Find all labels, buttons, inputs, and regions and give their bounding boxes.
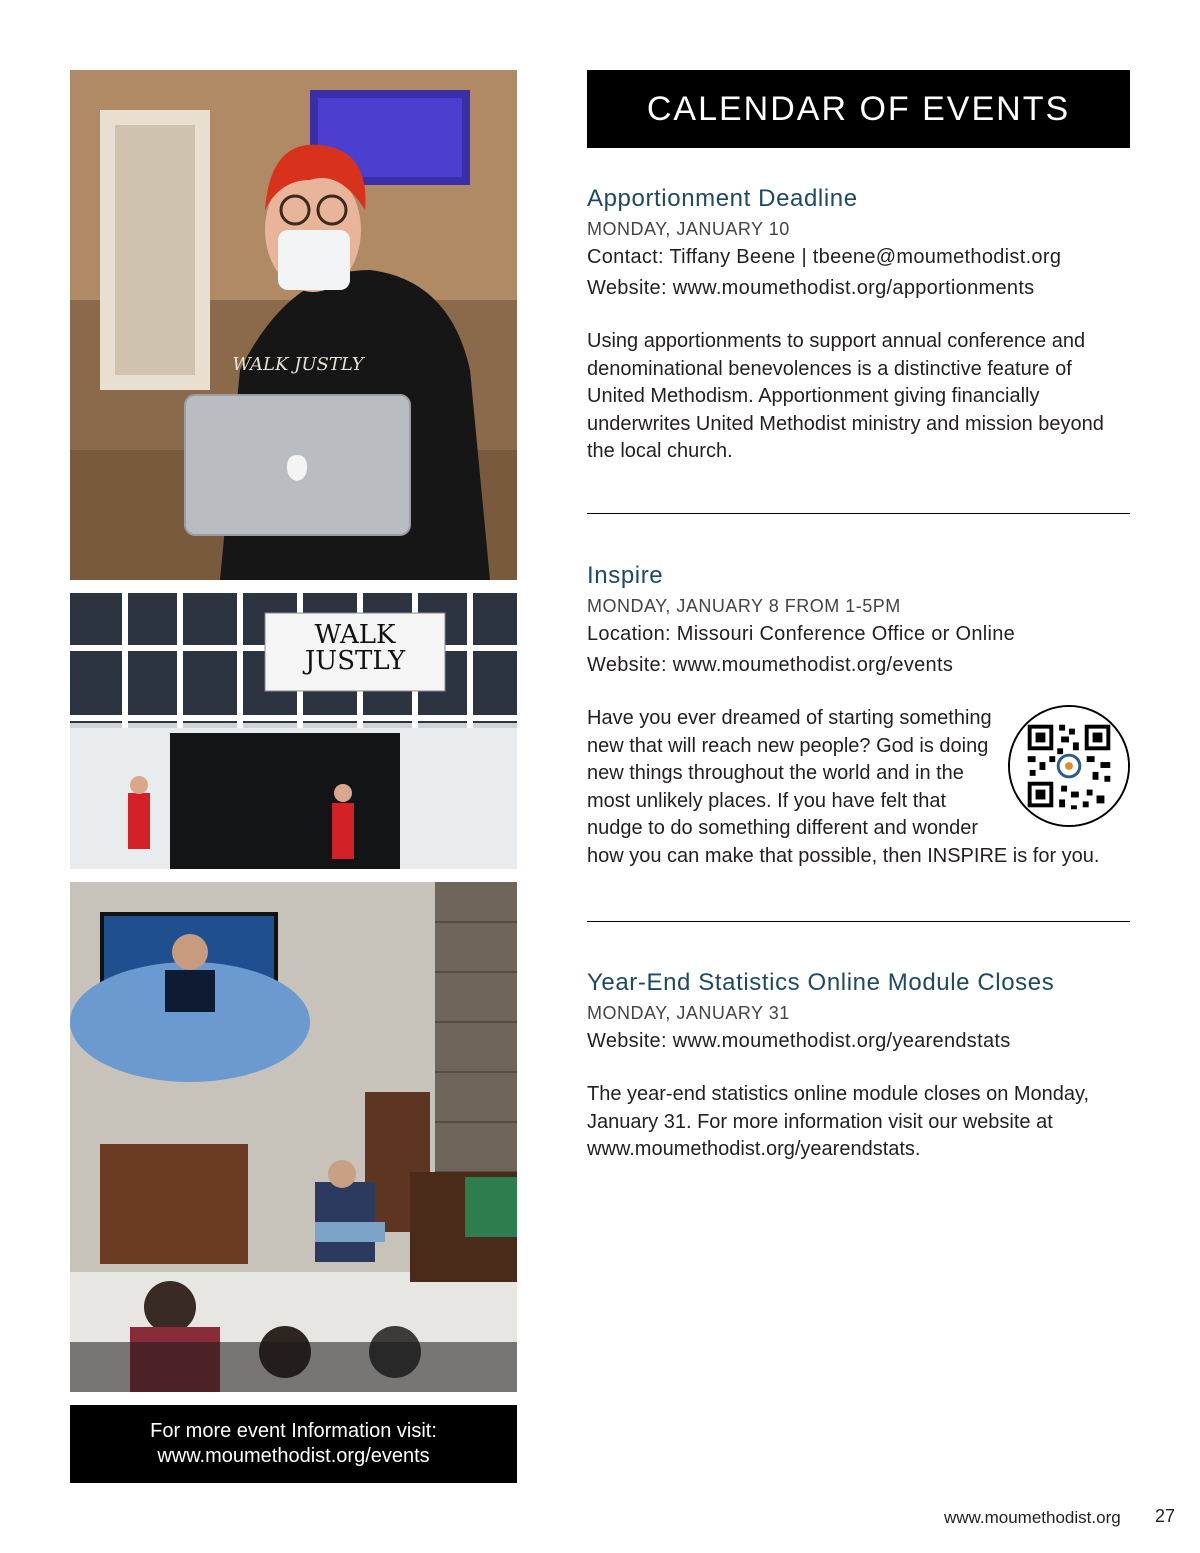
event-title: Year-End Statistics Online Module Closes [587, 969, 1055, 996]
event-year-end-statistics [587, 968, 1130, 1164]
event-inspire [587, 561, 1130, 870]
photo-church-entrance [70, 593, 517, 869]
event-description: Have you ever dreamed of starting something new that will reach new people? God is doing new things throughout the world and in the most unlikely places. If you have felt that nudge to do something different and wonder how you can make that possible, then INSPIRE is for you. [587, 707, 1100, 867]
event-website[interactable]: Website: www.moumethodist.org/apportionments [587, 277, 1035, 299]
calendar-header [587, 70, 1130, 148]
event-date: MONDAY, JANUARY 31 [587, 1003, 790, 1023]
event-title: Apportionment Deadline [587, 185, 858, 212]
event-contact: Contact: Tiffany Beene | tbeene@moumethodist.org [587, 246, 1062, 268]
photo-person-with-laptop [70, 70, 517, 580]
divider [587, 513, 1130, 514]
page-title: CALENDAR OF EVENTS [646, 89, 1071, 128]
divider [587, 921, 1130, 922]
shirt-logo-text: WALK JUSTLY [232, 354, 364, 375]
event-apportionment [587, 184, 1130, 466]
footer-url[interactable]: www.moumethodist.org [944, 1508, 1121, 1527]
event-description: Using apportionments to support annual conference and denominational benevolences is a distinctive feature of United Methodism. Apportionment giving financially underwrites United Methodist ministry and mission beyond the local church. [587, 330, 1104, 462]
more-info-box [70, 1405, 517, 1483]
event-date: MONDAY, JANUARY 8 FROM 1-5PM [587, 596, 901, 616]
event-website[interactable]: Website: www.moumethodist.org/events [587, 654, 954, 676]
event-description: The year-end statistics online module closes on Monday, January 31. For more information visit our website at www.moumethodist.org/yearendstats. [587, 1083, 1090, 1160]
event-description-wrap [587, 705, 1130, 870]
photo-event-room [70, 882, 517, 1392]
more-info-line1: For more event Information visit: [150, 1420, 437, 1442]
page-number: 27 [1155, 1506, 1176, 1526]
event-date: MONDAY, JANUARY 10 [587, 219, 790, 239]
banner-line2: JUSTLY [304, 646, 406, 676]
qr-code-icon[interactable] [1008, 705, 1130, 827]
more-info-link[interactable]: www.moumethodist.org/events [157, 1445, 430, 1467]
event-website[interactable]: Website: www.moumethodist.org/yearendstats [587, 1030, 1011, 1052]
banner-line1: WALK [314, 620, 396, 650]
event-location: Location: Missouri Conference Office or Online [587, 623, 1016, 645]
event-title: Inspire [587, 562, 664, 589]
